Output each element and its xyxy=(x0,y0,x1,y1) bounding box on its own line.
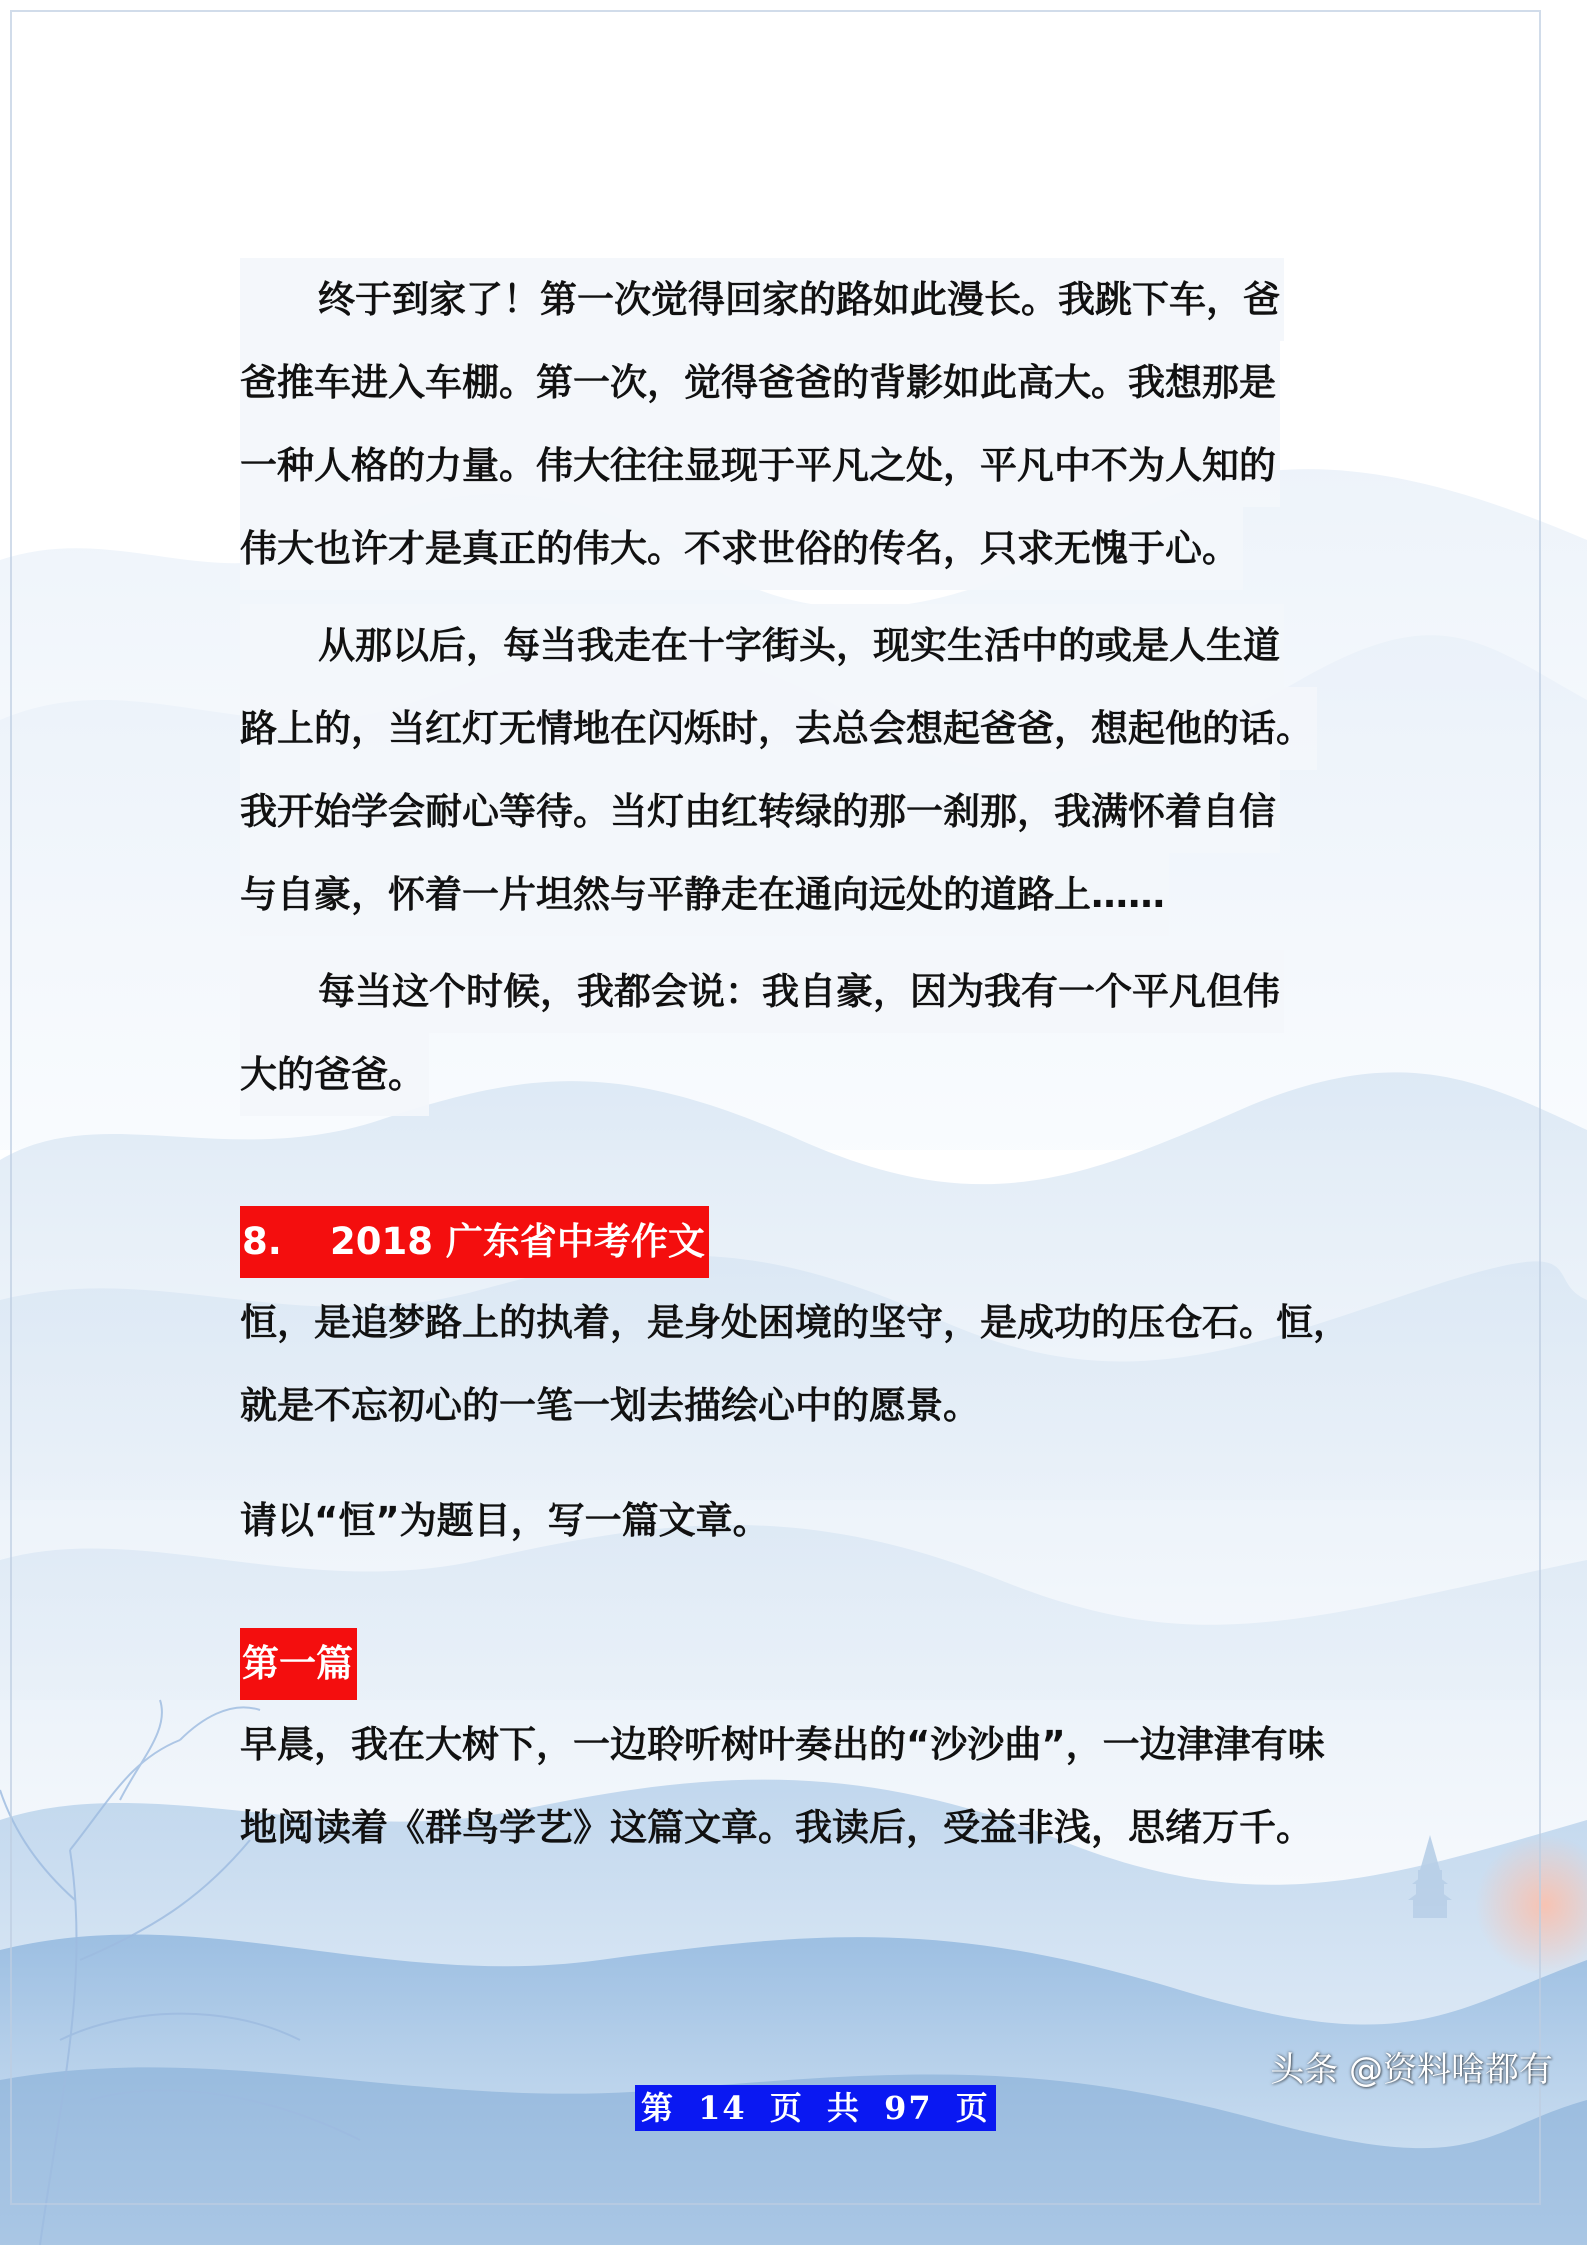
text-line: 终于到家了！第一次觉得回家的路如此漫长。我跳下车，爸 xyxy=(240,258,1284,341)
text-line: 早晨，我在大树下，一边聆听树叶奏出的“沙沙曲”，一边津津有味 xyxy=(240,1723,1325,1766)
text-line: 就是不忘初心的一笔一划去描绘心中的愿景。 xyxy=(240,1384,980,1427)
paragraph-crossroads xyxy=(240,604,1350,936)
section-title: 2018 广东省中考作文 xyxy=(330,1220,705,1263)
text-line: 大的爸爸。 xyxy=(240,1033,429,1116)
document-body xyxy=(240,258,1350,1869)
text-line: 地阅读着《群鸟学艺》这篇文章。我读后，受益非浅，思绪万千。 xyxy=(240,1806,1313,1849)
text-line: 从那以后，每当我走在十字街头，现实生活中的或是人生道 xyxy=(240,604,1284,687)
text-line: 爸推车进入车棚。第一次，觉得爸爸的背影如此高大。我想那是 xyxy=(240,341,1280,424)
text-line: 与自豪，怀着一片坦然与平静走在通向远处的道路上…… xyxy=(240,853,1169,936)
text-line: 请以“恒”为题目，写一篇文章。 xyxy=(240,1499,770,1542)
watermark-text: 头条 @资料啥都有 xyxy=(1270,2050,1553,2090)
text-line: 一种人格的力量。伟大往往显现于平凡之处，平凡中不为人知的 xyxy=(240,424,1280,507)
text-line: 伟大也许才是真正的伟大。不求世俗的传名，只求无愧于心。 xyxy=(240,507,1243,590)
text-line: 恒，是追梦路上的执着，是身处困境的坚守，是成功的压仓石。恒， xyxy=(240,1301,1350,1344)
page-number-footer: 第 14 页 共 97 页 xyxy=(635,2085,996,2131)
section-number: 8. xyxy=(242,1220,282,1263)
paragraph-homecoming xyxy=(240,258,1350,590)
text-line: 路上的，当红灯无情地在闪烁时，去总会想起爸爸，想起他的话。 xyxy=(240,687,1317,770)
prompt-instruction xyxy=(240,1479,1350,1562)
text-line: 我开始学会耐心等待。当灯由红转绿的那一刹那，我满怀着自信 xyxy=(240,770,1280,853)
paragraph-proud xyxy=(240,950,1350,1116)
essay-text xyxy=(240,1703,1350,1869)
section-heading xyxy=(240,1206,709,1278)
prompt-text xyxy=(240,1281,1350,1447)
text-line: 每当这个时候，我都会说：我自豪，因为我有一个平凡但伟 xyxy=(240,950,1284,1033)
essay-label: 第一篇 xyxy=(240,1628,357,1700)
